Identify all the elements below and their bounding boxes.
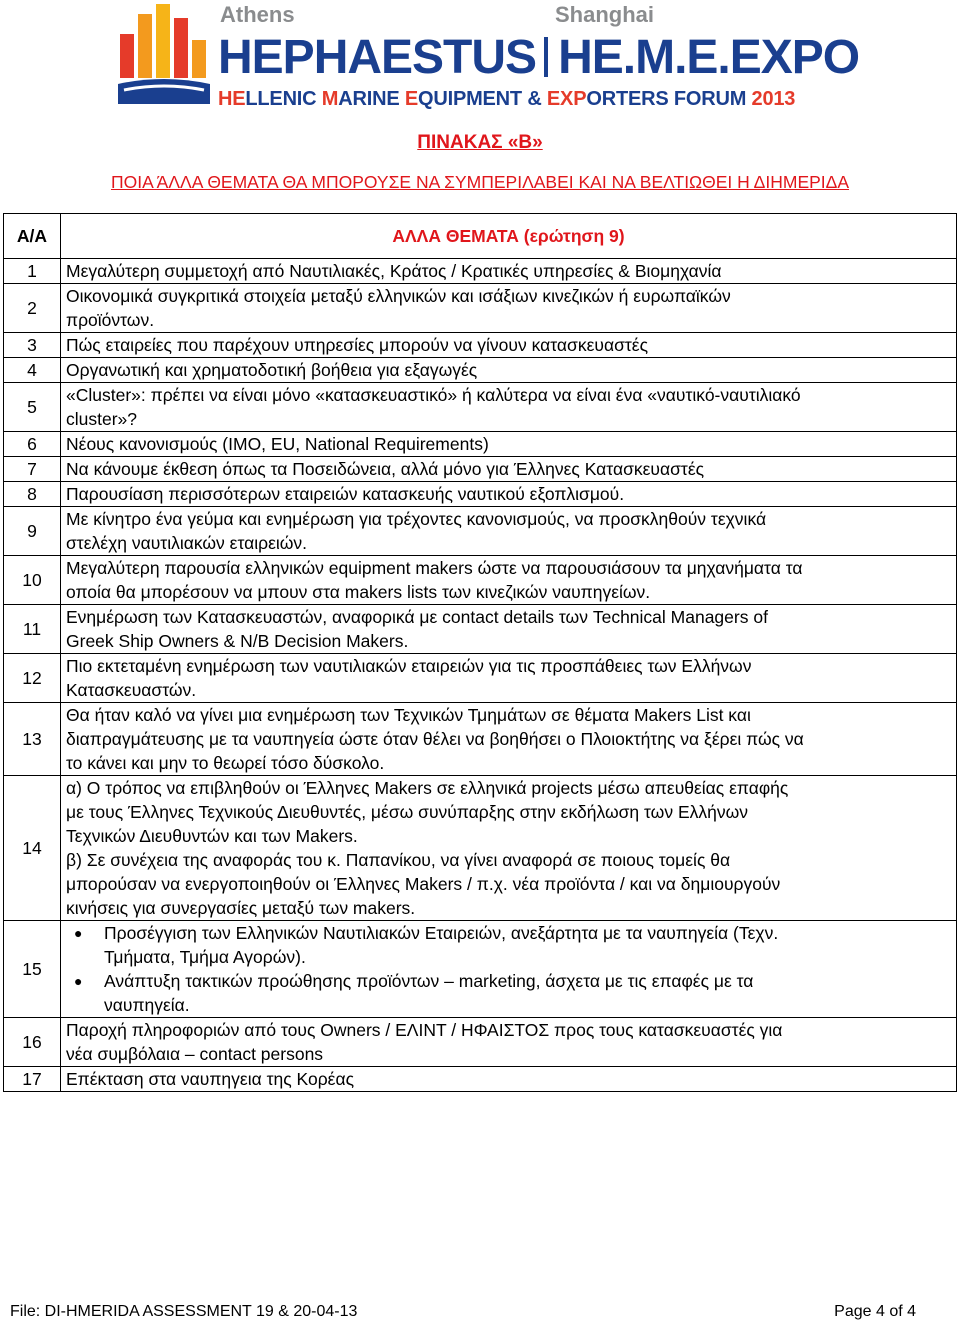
row-text (61, 605, 957, 654)
table-row (4, 482, 957, 507)
table-row (4, 605, 957, 654)
table-row (4, 358, 957, 383)
table-row (4, 432, 957, 457)
city-athens: Athens (220, 2, 295, 27)
table-row (4, 259, 957, 284)
row-text-line: Με κίνητρο ένα γεύμα και ενημέρωση για τρέχοντες κανονισμούς, να προσκληθούν τεχνικά (66, 509, 767, 529)
row-number: 17 (4, 1067, 61, 1092)
row-text (61, 383, 957, 432)
row-number: 9 (4, 507, 61, 556)
row-text (61, 1018, 957, 1067)
table-row (4, 1067, 957, 1092)
row-number: 5 (4, 383, 61, 432)
table-row (4, 921, 957, 1018)
row-number: 16 (4, 1018, 61, 1067)
brand-right: HE.M.E.EXPO (558, 31, 860, 84)
row-number: 1 (4, 259, 61, 284)
row-number: 7 (4, 457, 61, 482)
row-text (61, 556, 957, 605)
row-text (61, 776, 957, 921)
footer-page: Page 4 of 4 (834, 1303, 916, 1320)
header-logo (118, 2, 863, 110)
row-text-line: Παρουσίαση περισσότερων εταιρειών κατασκευής ναυτικού εξοπλισμού. (66, 484, 625, 504)
row-text-line: προϊόντων. (66, 310, 155, 330)
row-number: 6 (4, 432, 61, 457)
row-text-line: Πιο εκτεταμένη ενημέρωση των ναυτιλιακών εταιρειών για τις προσπάθειες των Ελλήνων (66, 656, 752, 676)
bullet-list (66, 921, 952, 1017)
row-number: 14 (4, 776, 61, 921)
table-row (4, 1018, 957, 1067)
row-text (61, 284, 957, 333)
header-topic: ΑΛΛΑ ΘΕΜΑΤΑ (ερώτηση 9) (61, 214, 957, 259)
row-text-line: β) Σε συνέχεια της αναφοράς του κ. Παπανίκου, να γίνει αναφορά σε ποιους τομείς θα (66, 850, 731, 870)
row-text-line: μπορούσαν να ενεργοποιηθούν οι Έλληνες Makers / π.χ. νέα προϊόντα / και να δημιουργούν (66, 874, 781, 894)
row-number: 2 (4, 284, 61, 333)
table-row (4, 703, 957, 776)
table-row (4, 284, 957, 333)
row-text (61, 482, 957, 507)
row-text-line: οποία θα μπορέσουν να μπουν στα makers lists των κινεζικών ναυπηγείων. (66, 582, 651, 602)
row-text-line: Παροχή πληροφοριών από τους Owners / ΕΛΙΝΤ / ΗΦΑΙΣΤΟΣ προς τους κατασκευαστές για (66, 1020, 783, 1040)
city-shanghai: Shanghai (555, 2, 655, 27)
question-title: ΠΟΙΑ ΆΛΛΑ ΘΕΜΑΤΑ ΘΑ ΜΠΟΡΟΥΣΕ ΝΑ ΣΥΜΠΕΡΙΛΑΒΕΙ ΚΑΙ ΝΑ ΒΕΛΤΙΩΘΕΙ Η ΔΙΗΜΕΡΙΔΑ (110, 172, 850, 192)
row-text-line: νέα συμβόλαια – contact persons (66, 1044, 324, 1064)
brand-left: HEPHAESTUS (218, 31, 537, 84)
table-row (4, 556, 957, 605)
row-text-line: το κάνει και μην το θεωρεί τόσο δύσκολο. (66, 753, 385, 773)
row-text (61, 457, 957, 482)
row-text-line: «Cluster»: πρέπει να είναι μόνο «κατασκευαστικό» ή καλύτερα να είναι ένα «ναυτικό-ναυτιλιακό (66, 385, 801, 405)
header-number: Α/Α (4, 214, 61, 259)
row-number: 15 (4, 921, 61, 1018)
row-number: 10 (4, 556, 61, 605)
row-text (61, 1067, 957, 1092)
row-text-line: Οργανωτική και χρηματοδοτική βοήθεια για εξαγωγές (66, 360, 478, 380)
row-text (61, 358, 957, 383)
table-row (4, 776, 957, 921)
bullet-text-line: Ανάπτυξη τακτικών προώθησης προϊόντων – marketing, άσχετα με τις επαφές με τα (104, 971, 754, 991)
bullet-text-line: Προσέγγιση των Ελληνικών Ναυτιλιακών Εταιρειών, ανεξάρτητα με τα ναυπηγεία (Τεχν. (104, 923, 779, 943)
row-number: 4 (4, 358, 61, 383)
row-text-line: διαπραγμάτευσης με τα ναυπηγεία ώστε όταν θέλει να βοηθήσει ο Πλοιοκτήτης να ξέρει πώς να (66, 729, 804, 749)
row-text (61, 333, 957, 358)
row-text-line: Θα ήταν καλό να γίνει μια ενημέρωση των Τεχνικών Τμημάτων σε θέματα Makers List και (66, 705, 751, 725)
table-row (4, 383, 957, 432)
row-text-line: Greek Ship Owners & N/B Decision Makers. (66, 631, 409, 651)
row-text-line: Μεγαλύτερη παρουσία ελληνικών equipment makers ώστε να παρουσιάσουν τα μηχανήματα τα (66, 558, 803, 578)
row-text (61, 259, 957, 284)
row-text-line: στελέχη ναυτιλιακών εταιρειών. (66, 533, 308, 553)
bullet-item (74, 921, 952, 969)
row-text-line: Επέκταση στα ναυπηγεια της Κορέας (66, 1069, 355, 1089)
row-text-line: Τεχνικών Διευθυντών και των Makers. (66, 826, 358, 846)
brand-separator (544, 37, 548, 77)
row-text (61, 654, 957, 703)
row-text-line: Να κάνουμε έκθεση όπως τα Ποσειδώνεια, αλλά μόνο για Έλληνες Κατασκευαστές (66, 459, 705, 479)
row-text-line: Κατασκευαστών. (66, 680, 197, 700)
table-header-row (4, 214, 957, 259)
logo-mark-icon (118, 4, 210, 104)
table-row (4, 457, 957, 482)
bullet-icon: ● (74, 973, 83, 989)
row-number: 8 (4, 482, 61, 507)
row-number: 11 (4, 605, 61, 654)
row-text-line: Μεγαλύτερη συμμετοχή από Ναυτιλιακές, Κράτος / Κρατικές υπηρεσίες & Βιομηχανία (66, 261, 722, 281)
row-number: 13 (4, 703, 61, 776)
bullet-icon: ● (74, 925, 83, 941)
table-row (4, 507, 957, 556)
row-text-line: cluster»? (66, 409, 138, 429)
row-text (61, 703, 957, 776)
row-text-line: Πώς εταιρείες που παρέχουν υπηρεσίες μπορούν να γίνουν κατασκευαστές (66, 335, 649, 355)
topics-table (3, 213, 957, 1092)
table-title: ΠΙΝΑΚΑΣ «Β» (417, 132, 543, 153)
row-number: 12 (4, 654, 61, 703)
row-text-line: κινήσεις για συνεργασίες μεταξύ των makers. (66, 898, 416, 918)
bullet-text-line: ναυπηγεία. (104, 995, 190, 1015)
row-text-line: Ενημέρωση των Κατασκευαστών, αναφορικά με contact details των Technical Managers of (66, 607, 768, 627)
row-text-line: Οικονομικά συγκριτικά στοιχεία μεταξύ ελληνικών και ισάξιων κινεζικών ή ευρωπαϊκών (66, 286, 731, 306)
row-text (61, 507, 957, 556)
row-text (61, 432, 957, 457)
row-text-line: Νέους κανονισμούς (IMO, EU, National Requirements) (66, 434, 489, 454)
table-row (4, 333, 957, 358)
table-row (4, 654, 957, 703)
forum-tagline: HELLENIC MARINE EQUIPMENT & EXPORTERS FORUM 2013 (218, 88, 796, 110)
bullet-text-line: Τμήματα, Τμήμα Αγορών). (104, 947, 306, 967)
brand-name (218, 30, 859, 85)
row-text (61, 921, 957, 1018)
row-number: 3 (4, 333, 61, 358)
row-text-line: α) Ο τρόπος να επιβληθούν οι Έλληνες Makers σε ελληνικά projects μέσω απευθείας επαφής (66, 778, 789, 798)
row-text-line: με τους Έλληνες Τεχνικούς Διευθυντές, μέσω συνύπαρξης στην εκδήλωση των Ελλήνων (66, 802, 749, 822)
bullet-item (74, 969, 952, 1017)
footer-file: File: DI-HMERIDA ASSESSMENT 19 & 20-04-13 (10, 1303, 358, 1320)
